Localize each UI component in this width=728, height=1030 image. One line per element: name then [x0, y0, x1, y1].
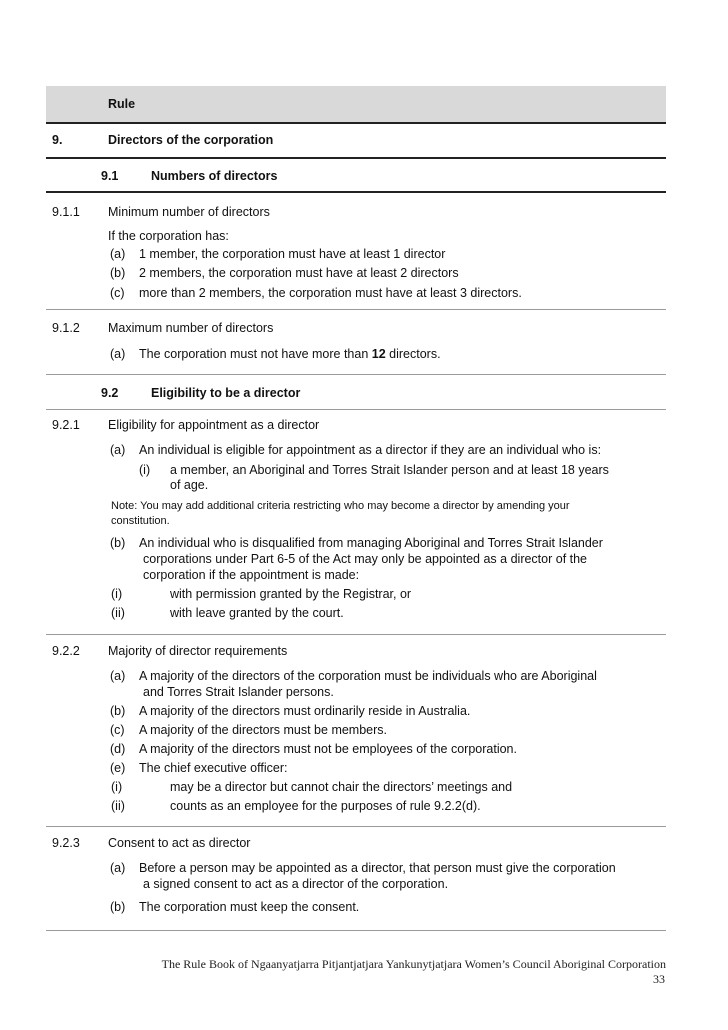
- section-number: 9.: [52, 133, 63, 147]
- divider: [46, 409, 666, 410]
- footer-title: The Rule Book of Ngaanyatjarra Pitjantjatjara Yankunytjatjara Women’s Council Aboriginal Corporation: [161, 957, 666, 971]
- rule-number: 9.2.3: [52, 836, 80, 850]
- rule-intro: If the corporation has:: [108, 229, 229, 243]
- item-text: corporation if the appointment is made:: [143, 568, 360, 582]
- item-label: (b): [110, 900, 126, 914]
- item-text: Before a person may be appointed as a director, that person must give the corporation: [139, 861, 616, 875]
- item-text: The corporation must keep the consent.: [139, 900, 360, 914]
- subitem-label: (i): [111, 780, 123, 794]
- subitem-label: (i): [111, 587, 123, 601]
- rule-title: Consent to act as director: [108, 836, 251, 850]
- rule-title: Maximum number of directors: [108, 321, 274, 335]
- item-label: (b): [110, 266, 126, 280]
- item-text: and Torres Strait Islander persons.: [143, 685, 334, 699]
- item-text: A majority of the directors must ordinarily reside in Australia.: [139, 704, 471, 718]
- subitem-label: (i): [139, 463, 151, 477]
- item-text: A majority of the directors must not be employees of the corporation.: [139, 742, 517, 756]
- item-text: [139, 346, 441, 362]
- item-label: (a): [110, 247, 126, 261]
- item-text: 2 members, the corporation must have at least 2 directors: [139, 266, 459, 280]
- item-text: A majority of the directors must be members.: [139, 723, 388, 737]
- table-header-band: [46, 86, 666, 122]
- subitem-text: may be a director but cannot chair the directors’ meetings and: [170, 780, 513, 794]
- subitem-text: of age.: [170, 478, 209, 492]
- item-label: (c): [110, 723, 125, 737]
- item-label: (a): [110, 443, 126, 457]
- rule-number: 9.1.2: [52, 321, 80, 335]
- item-text: An individual is eligible for appointment as a director if they are an individual who is:: [139, 443, 602, 457]
- item-label: (c): [110, 286, 125, 300]
- subsection-title: Numbers of directors: [151, 169, 278, 183]
- rule-title: Majority of director requirements: [108, 644, 288, 658]
- item-label: (a): [110, 347, 126, 361]
- note: Note: You may add additional criteria restricting who may become a director by amending your: [111, 500, 570, 512]
- rule-number: 9.2.2: [52, 644, 80, 658]
- rule-title: Eligibility for appointment as a director: [108, 418, 320, 432]
- subitem-label: (ii): [111, 606, 125, 620]
- subitem-text: a member, an Aboriginal and Torres Strait Islander person and at least 18 years: [170, 463, 609, 477]
- subsection-number: 9.1: [101, 169, 119, 183]
- item-label: (b): [110, 704, 126, 718]
- item-label: (a): [110, 861, 126, 875]
- item-text: An individual who is disqualified from managing Aboriginal and Torres Strait Islander: [139, 536, 603, 550]
- subitem-text: with leave granted by the court.: [170, 606, 344, 620]
- divider: [46, 634, 666, 635]
- divider: [46, 826, 666, 827]
- section-title: Directors of the corporation: [108, 133, 274, 147]
- divider: [46, 122, 666, 124]
- rule-number: 9.1.1: [52, 205, 80, 219]
- note: constitution.: [111, 515, 170, 527]
- item-text: 1 member, the corporation must have at least 1 director: [139, 247, 446, 261]
- subitem-text: with permission granted by the Registrar, or: [170, 587, 412, 601]
- subsection-number: 9.2: [101, 386, 119, 400]
- rule-number: 9.2.1: [52, 418, 80, 432]
- divider: [46, 157, 666, 159]
- divider: [46, 374, 666, 375]
- subitem-text: counts as an employee for the purposes of rule 9.2.2(d).: [170, 799, 481, 813]
- item-text: a signed consent to act as a director of the corporation.: [143, 877, 449, 891]
- rule-column-header: Rule: [108, 97, 136, 111]
- subitem-label: (ii): [111, 799, 125, 813]
- item-text: corporations under Part 6-5 of the Act may only be appointed as a director of the: [143, 552, 588, 566]
- item-label: (e): [110, 761, 126, 775]
- rule-title: Minimum number of directors: [108, 205, 270, 219]
- divider: [46, 930, 666, 931]
- item-text: A majority of the directors of the corporation must be individuals who are Aboriginal: [139, 669, 597, 683]
- divider: [46, 191, 666, 193]
- divider: [46, 309, 666, 310]
- subsection-title: Eligibility to be a director: [151, 386, 301, 400]
- page-number: 33: [653, 972, 665, 986]
- item-text-post: directors.: [385, 347, 441, 361]
- item-label: (d): [110, 742, 126, 756]
- max-directors-value: 12: [371, 347, 386, 361]
- item-label: (a): [110, 669, 126, 683]
- item-label: (b): [110, 536, 126, 550]
- item-text: The chief executive officer:: [139, 761, 288, 775]
- item-text-pre: The corporation must not have more than: [139, 347, 372, 361]
- item-text: more than 2 members, the corporation must have at least 3 directors.: [139, 286, 522, 300]
